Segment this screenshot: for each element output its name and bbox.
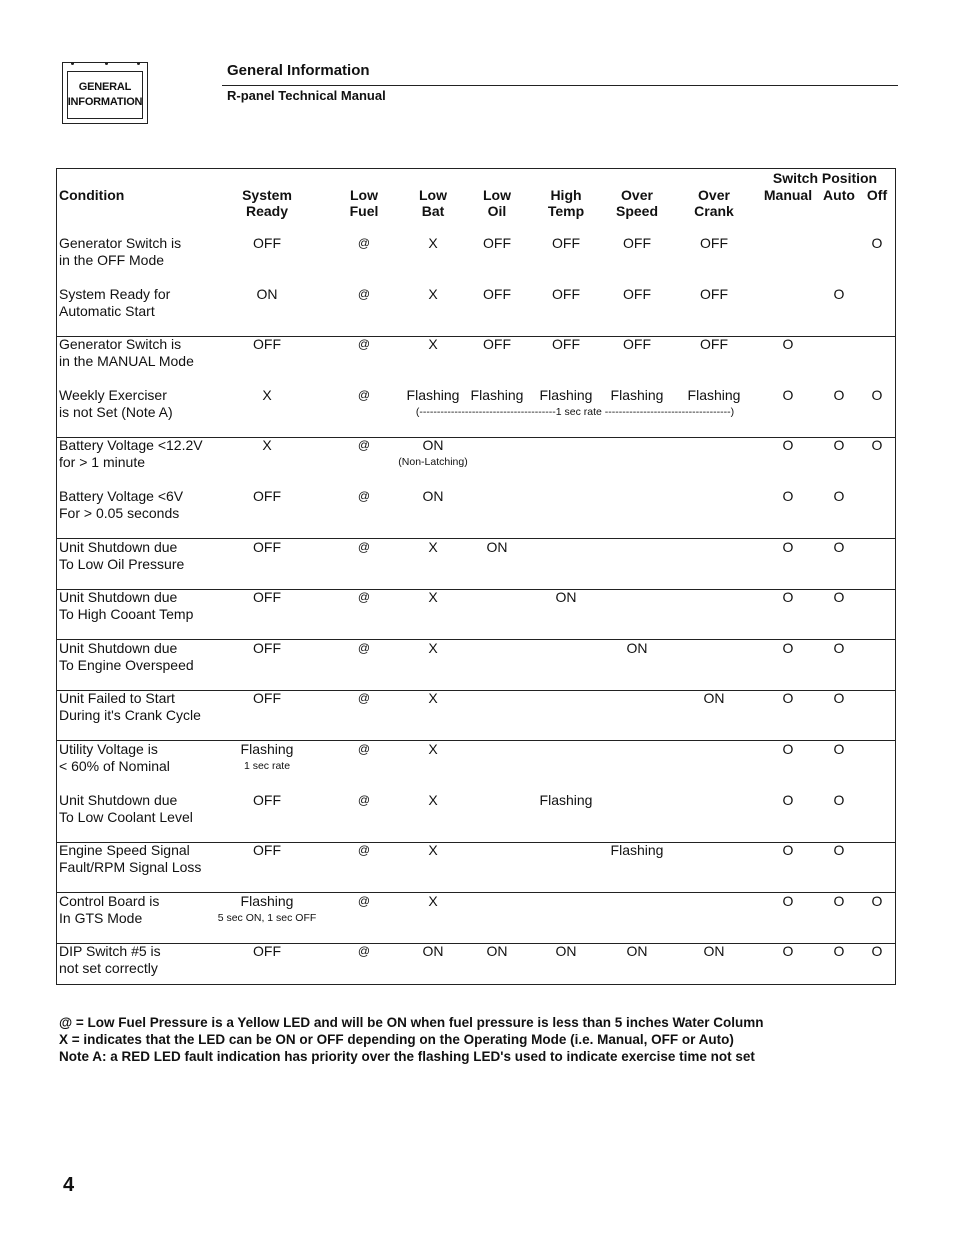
row-value: X	[428, 336, 438, 353]
footnote-note-a: Note A: a RED LED fault indication has priority over the flashing LED's used to indicate exercise time not set	[59, 1049, 755, 1064]
switch-position-mark: O	[833, 943, 845, 960]
header-switch-off: Off	[866, 187, 888, 203]
logo-dot	[137, 62, 140, 65]
logo-dot	[105, 62, 108, 65]
row-value: OFF	[552, 336, 580, 353]
switch-position-mark: O	[833, 589, 845, 606]
condition-line: Unit Shutdown due	[59, 538, 178, 555]
row-value: OFF	[700, 336, 728, 353]
table-row	[57, 741, 895, 791]
table-row	[57, 336, 895, 386]
row-value: ON	[486, 538, 508, 555]
switch-position-mark: O	[782, 488, 794, 504]
row-value: ON	[422, 437, 444, 454]
row-value: Flashing	[539, 791, 593, 808]
row-value: @	[357, 539, 371, 554]
row-value: Flashing	[610, 386, 664, 403]
table-row	[57, 690, 895, 741]
row-condition	[59, 336, 194, 370]
condition-line: Unit Shutdown due	[59, 589, 178, 606]
row-value: X	[428, 690, 438, 707]
condition-line: < 60% of Nominal	[59, 758, 170, 774]
row-value: @	[357, 590, 371, 605]
header-col-line: High	[550, 187, 582, 203]
row-value: @	[357, 843, 371, 858]
switch-position-mark: O	[833, 892, 845, 909]
switch-position-mark: O	[871, 943, 883, 960]
condition-line: Automatic Start	[59, 302, 155, 319]
table-row	[57, 589, 895, 640]
condition-line: In GTS Mode	[59, 909, 143, 926]
row-value: @	[357, 944, 371, 959]
row-condition	[59, 842, 201, 876]
row-value: @	[357, 640, 371, 655]
row-condition	[59, 437, 203, 471]
row-value: X	[262, 386, 272, 403]
condition-line: Generator Switch is	[59, 235, 182, 251]
header-col-low-bat	[419, 187, 447, 219]
condition-line: For > 0.05 seconds	[59, 505, 180, 521]
row-note: 1 sec rate	[243, 760, 291, 772]
condition-line: Utility Voltage is	[59, 741, 158, 757]
condition-line: Weekly Exerciser	[59, 386, 167, 403]
row-value: OFF	[700, 235, 728, 251]
row-condition	[59, 539, 184, 573]
condition-line: DIP Switch #5 is	[59, 943, 161, 960]
row-value: X	[428, 741, 438, 757]
condition-line: To Engine Overspeed	[59, 656, 194, 673]
header-col-line: Over	[621, 187, 653, 203]
switch-position-mark: O	[782, 538, 794, 555]
condition-line: not set correctly	[59, 960, 158, 977]
switch-position-mark: O	[782, 437, 794, 454]
switch-position-mark: O	[833, 538, 845, 555]
row-condition	[59, 286, 170, 320]
header-col-over-speed	[616, 187, 658, 219]
header-col-line: Low	[483, 187, 511, 203]
table-row	[57, 235, 895, 285]
header-col-over-crank	[694, 187, 734, 219]
switch-position-mark: O	[833, 285, 845, 302]
row-note: (---------------------------------------1 sec rate ------------------------------------)	[415, 405, 735, 418]
header-condition: Condition	[59, 187, 125, 203]
row-value: @	[357, 387, 371, 402]
switch-position-mark: O	[833, 842, 845, 859]
row-value: X	[428, 639, 438, 656]
table-row	[57, 539, 895, 590]
row-value: X	[262, 437, 272, 454]
row-note: 5 sec ON, 1 sec OFF	[217, 911, 317, 924]
row-value: X	[428, 589, 438, 606]
row-value: X	[428, 285, 438, 302]
row-value: ON	[555, 943, 577, 960]
row-value: ON	[486, 943, 508, 960]
switch-position-mark: O	[833, 488, 845, 504]
row-value: OFF	[483, 285, 511, 302]
row-condition	[59, 640, 194, 674]
row-value: OFF	[623, 285, 651, 302]
row-condition	[59, 235, 181, 269]
switch-position-mark: O	[782, 690, 794, 707]
switch-position-mark: O	[782, 842, 794, 859]
header-col-line: Crank	[694, 203, 734, 219]
row-value: ON	[422, 488, 444, 504]
header-col-low-fuel	[350, 187, 379, 219]
row-value: OFF	[552, 235, 580, 251]
switch-position-mark: O	[833, 741, 845, 757]
switch-position-mark: O	[871, 235, 883, 251]
row-value: OFF	[483, 336, 511, 353]
header-col-line: Ready	[245, 203, 289, 219]
switch-position-mark: O	[833, 386, 845, 403]
row-value: @	[357, 792, 371, 807]
switch-position-mark: O	[782, 336, 794, 353]
row-value: OFF	[253, 235, 281, 251]
switch-position-mark: O	[871, 892, 883, 909]
row-value: @	[357, 438, 371, 453]
condition-line: To High Cooant Temp	[59, 606, 194, 623]
header-rule	[222, 85, 898, 86]
logo-box	[67, 71, 143, 119]
header-col-low-oil	[483, 187, 511, 219]
condition-line: Battery Voltage <12.2V	[59, 437, 203, 454]
row-value: OFF	[253, 538, 281, 555]
switch-position-mark: O	[833, 791, 845, 808]
row-value: Flashing	[406, 386, 460, 403]
condition-line: To Low Coolant Level	[59, 808, 193, 825]
header-switch-manual: Manual	[763, 187, 813, 203]
switch-position-mark: O	[782, 892, 794, 909]
row-value: X	[428, 842, 438, 859]
row-value: ON	[626, 943, 648, 960]
table-row	[57, 286, 895, 337]
row-value: @	[357, 742, 371, 756]
switch-position-mark: O	[871, 437, 883, 454]
header-col-line: Bat	[421, 203, 445, 219]
switch-position-mark: O	[871, 386, 883, 403]
header-col-line: Over	[698, 187, 730, 203]
switch-position-mark: O	[782, 741, 794, 757]
row-value: Flashing	[610, 842, 664, 859]
footnote-x: X = indicates that the LED can be ON or OFF depending on the Operating Mode (i.e. Manual, OFF or Auto)	[59, 1032, 734, 1047]
row-value: OFF	[700, 285, 728, 302]
switch-position-mark: O	[782, 791, 794, 808]
logo-dot	[71, 62, 74, 65]
header-col-system-ready	[242, 187, 292, 219]
row-value: OFF	[253, 589, 281, 606]
logo-line-2: INFORMATION	[67, 96, 143, 108]
row-value: X	[428, 791, 438, 808]
condition-line: To Low Oil Pressure	[59, 555, 185, 572]
condition-line: Fault/RPM Signal Loss	[59, 859, 202, 876]
row-value: ON	[256, 285, 278, 302]
row-value: OFF	[253, 842, 281, 859]
row-value: ON	[703, 943, 725, 960]
table-row	[57, 640, 895, 691]
row-value: @	[357, 286, 371, 301]
row-condition	[59, 893, 159, 927]
row-condition	[59, 792, 193, 826]
row-value: OFF	[253, 791, 281, 808]
condition-line: is not Set (Note A)	[59, 403, 173, 420]
condition-line: System Ready for	[59, 285, 171, 302]
condition-line: Unit Failed to Start	[59, 690, 175, 707]
switch-position-mark: O	[782, 639, 794, 656]
page-number: 4	[63, 1174, 75, 1196]
row-value: ON	[703, 690, 725, 707]
condition-line: Battery Voltage <6V	[59, 488, 184, 504]
footnotes	[59, 1014, 764, 1065]
row-note: (Non-Latching)	[398, 456, 468, 469]
row-value: OFF	[552, 285, 580, 302]
switch-position-mark: O	[782, 943, 794, 960]
header-title: General Information	[227, 62, 370, 79]
row-value: @	[357, 337, 371, 352]
table-row	[57, 893, 895, 944]
condition-line: Engine Speed Signal	[59, 842, 190, 859]
general-information-logo	[62, 62, 148, 124]
row-value: OFF	[253, 488, 281, 504]
header-subtitle: R-panel Technical Manual	[227, 88, 386, 103]
header-col-line: Oil	[487, 203, 507, 219]
header-col-line: System	[242, 187, 292, 203]
table-row	[57, 943, 895, 993]
header-col-line: Fuel	[349, 203, 379, 219]
row-value: Flashing	[240, 892, 294, 909]
condition-line: Control Board is	[59, 892, 160, 909]
row-value: X	[428, 538, 438, 555]
row-value: OFF	[623, 235, 651, 251]
condition-line: Unit Shutdown due	[59, 639, 178, 656]
switch-position-mark: O	[782, 386, 794, 403]
table-row	[57, 387, 895, 438]
logo-line-1: GENERAL	[78, 81, 132, 93]
row-condition	[59, 943, 161, 977]
row-value: X	[428, 892, 438, 909]
table-row	[57, 792, 895, 843]
switch-position-mark: O	[833, 639, 845, 656]
table-row	[57, 437, 895, 487]
footnote-low-fuel: @ = Low Fuel Pressure is a Yellow LED and will be ON when fuel pressure is less than 5 inches Water Column	[59, 1015, 764, 1030]
header-col-line: Low	[350, 187, 378, 203]
row-value: @	[357, 893, 371, 908]
row-value: OFF	[253, 639, 281, 656]
row-value: ON	[626, 639, 648, 656]
row-condition	[59, 387, 173, 421]
row-value: Flashing	[687, 386, 741, 403]
switch-position-mark: O	[833, 690, 845, 707]
row-value: @	[357, 489, 371, 503]
condition-line: During it's Crank Cycle	[59, 707, 201, 724]
led-status-table	[56, 168, 896, 985]
switch-position-mark: O	[782, 589, 794, 606]
header-switch-position: Switch Position	[772, 170, 878, 186]
header-col-line: Speed	[615, 203, 659, 219]
row-condition	[59, 690, 201, 724]
switch-position-mark: O	[833, 437, 845, 454]
row-value: OFF	[253, 690, 281, 707]
row-value: OFF	[623, 336, 651, 353]
table-row	[57, 488, 895, 539]
condition-line: Generator Switch is	[59, 336, 182, 353]
row-value: ON	[422, 943, 444, 960]
row-value: OFF	[483, 235, 511, 251]
header-col-line: Low	[419, 187, 447, 203]
header-col-line: Temp	[547, 203, 585, 219]
row-value: Flashing	[539, 386, 593, 403]
condition-line: for > 1 minute	[59, 454, 145, 471]
header-col-high-temp	[548, 187, 584, 219]
row-value: OFF	[253, 943, 281, 960]
row-value: X	[428, 235, 438, 251]
condition-line: in the OFF Mode	[59, 252, 165, 268]
row-value: OFF	[253, 336, 281, 353]
row-value: @	[357, 236, 371, 250]
condition-line: in the MANUAL Mode	[59, 353, 194, 370]
row-value: Flashing	[470, 386, 524, 403]
logo-rail	[63, 62, 147, 68]
table-row	[57, 842, 895, 893]
row-value: ON	[555, 589, 577, 606]
row-condition	[59, 741, 170, 775]
condition-line: Unit Shutdown due	[59, 791, 178, 808]
row-value: Flashing	[240, 741, 294, 757]
row-value: @	[357, 691, 371, 706]
row-condition	[59, 589, 193, 623]
row-condition	[59, 488, 183, 522]
header-switch-auto: Auto	[823, 187, 855, 203]
